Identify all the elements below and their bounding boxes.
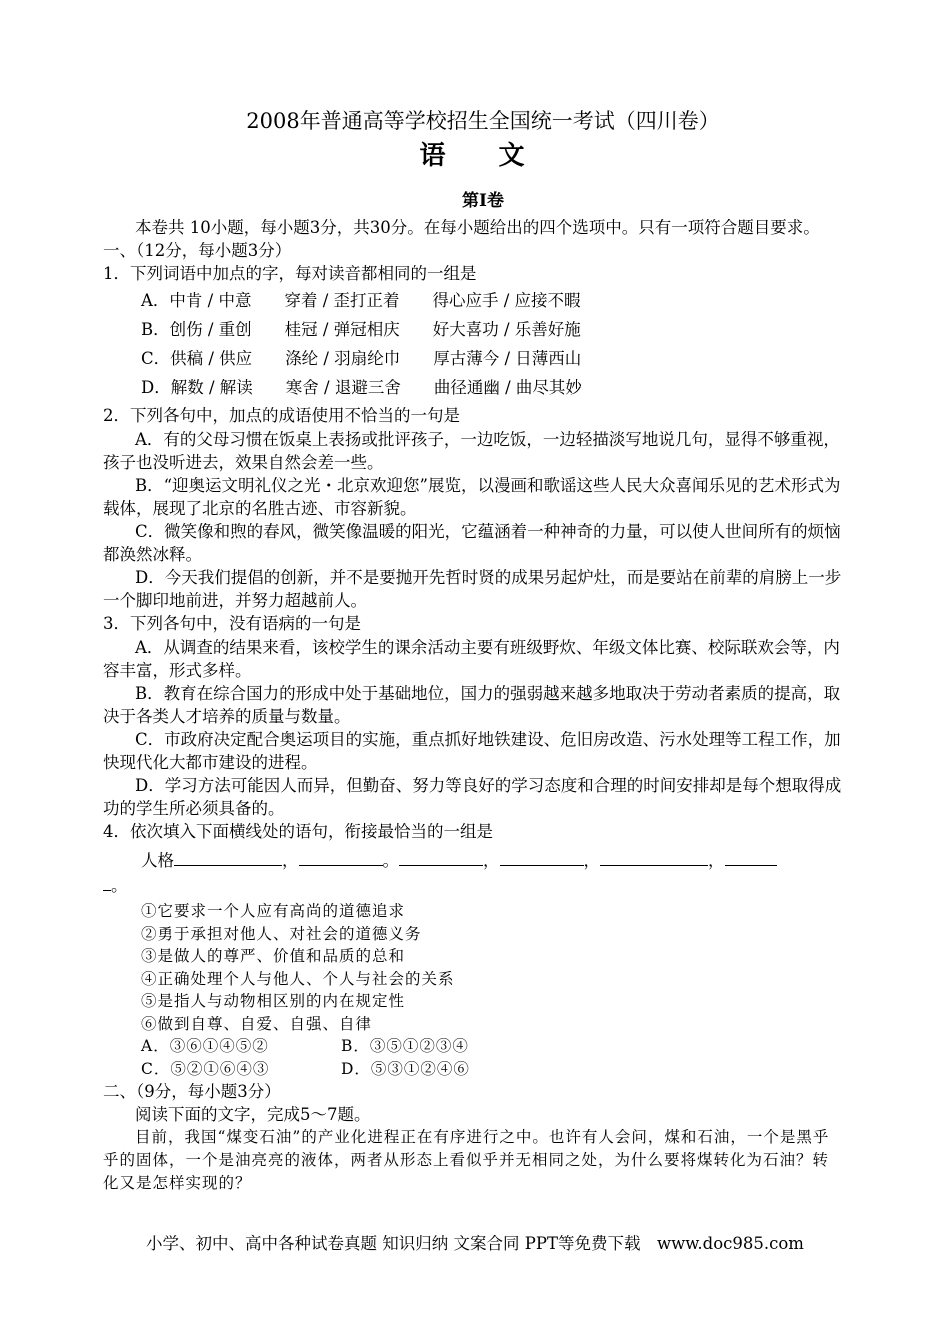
q1-option-d: D．解数 / 解读 寒舍 / 退避三舍 曲径通幽 / 曲尽其妙 — [141, 378, 582, 397]
section2-instruction: 阅读下面的文字，完成5～7题。 — [135, 1105, 371, 1124]
fill-blank-1 — [174, 849, 282, 866]
footer-download-notice: 小学、初中、高中各种试卷真题 知识归纳 文案合同 PPT等免费下载 www.doc985.com — [146, 1234, 804, 1253]
q3-option-d: D．学习方法可能因人而异，但勤奋、努力等良好的学习态度和合理的时间安排却是每个想取得成功的学生所必须具备的。 — [103, 776, 842, 818]
q4-statement-1: ①它要求一个人应有高尚的道德追求 — [141, 902, 406, 920]
fill-blank-2 — [299, 849, 383, 866]
fill-start: 人格 — [141, 851, 174, 870]
fill-blank-4 — [500, 849, 584, 866]
fill-sep-2: 。 — [382, 851, 399, 870]
section2-heading: 二、（9分，每小题3分） — [103, 1082, 281, 1101]
q4-statement-3: ③是做人的尊严、价值和品质的总和 — [141, 947, 406, 965]
q1-option-c: C．供稿 / 供应 涤纶 / 羽扇纶巾 厚古薄今 / 日薄西山 — [141, 349, 582, 368]
fill-sep-3: ， — [483, 851, 500, 870]
q3-option-a: A．从调查的结果来看，该校学生的课余活动主要有班级野炊、年级文体比赛、校际联欢会等，内容丰富，形式多样。 — [103, 638, 840, 680]
fill-sep-5: ， — [708, 851, 725, 870]
q3-option-b: B．教育在综合国力的形成中处于基础地位，国力的强弱越来越多地取决于劳动者素质的提高，取决于各类人才培养的质量与数量。 — [103, 684, 841, 726]
q4-statement-4: ④正确处理个人与他人、个人与社会的关系 — [141, 969, 455, 988]
q1-option-b: B．创伤 / 重创 桂冠 / 弹冠相庆 好大喜功 / 乐善好施 — [141, 320, 581, 339]
q3-stem: 3．下列各句中，没有语病的一句是 — [103, 614, 361, 633]
fill-blank-6 — [725, 849, 777, 866]
q2-option-a: A．有的父母习惯在饭桌上表扬或批评孩子，一边吃饭，一边轻描淡写地说几句，显得不够重视，孩子也没听进去，效果自然会差一些。 — [103, 430, 840, 472]
q4-fill-end — [103, 874, 843, 896]
q1-stem: 1．下列词语中加点的字，每对读音都相同的一组是 — [103, 264, 477, 283]
subject-title: 语 文 — [419, 141, 547, 171]
reading-passage: 目前，我国“煤变石油”的产业化进程正在有序进行之中。也许有人会问，煤和石油，一个是黑乎乎的固体，一个是油亮亮的液体，两者从形态上看似乎并无相同之处，为什么要将煤转化为石油？转化又是怎样实现的？ — [103, 1128, 830, 1192]
fill-sep-1: ， — [282, 851, 299, 870]
fill-end: 。 — [111, 876, 128, 895]
q4-choice-b: B．③⑤①②③④ — [341, 1037, 469, 1055]
q4-stem: 4．依次填入下面横线处的语句，衔接最恰当的一组是 — [103, 822, 493, 841]
section1-heading: 一、（12分，每小题3分） — [103, 241, 292, 260]
q4-choice-d: D．⑤③①②④⑥ — [341, 1059, 470, 1078]
fill-blank-6-tail — [103, 874, 111, 891]
q3-option-c: C．市政府决定配合奥运项目的实施，重点抓好地铁建设、危旧房改造、污水处理等工程工作，加快现代化大都市建设的进程。 — [103, 730, 841, 772]
q2-option-b: B．“迎奥运文明礼仪之光・北京欢迎您”展览，以漫画和歌谣这些人民大众喜闻乐见的艺术形式为载体，展现了北京的名胜古迹、市容新貌。 — [103, 476, 841, 518]
volume-title: 第Ⅰ卷 — [462, 191, 504, 211]
q2-option-c: C．微笑像和煦的春风，微笑像温暖的阳光，它蕴涵着一种神奇的力量，可以使人世间所有的烦恼都涣然冰释。 — [103, 522, 841, 564]
fill-blank-5 — [600, 849, 708, 866]
q2-option-d: D．今天我们提倡的创新，并不是要抛开先哲时贤的成果另起炉灶，而是要站在前辈的肩膀上一步一个脚印地前进，并努力超越前人。 — [103, 568, 842, 610]
fill-sep-4: ， — [583, 851, 600, 870]
q4-choices-cd — [103, 1058, 843, 1081]
intro-text: 本卷共 10小题，每小题3分，共30分。在每小题给出的四个选项中。只有一项符合题目要求。 — [135, 218, 820, 237]
q4-choice-a: A．③⑥①④⑤② — [141, 1037, 269, 1055]
exam-title: 2008年普通高等学校招生全国统一考试（四川卷） — [246, 109, 720, 133]
q4-fill-line — [103, 848, 843, 874]
exam-page — [103, 104, 843, 1195]
q4-choice-c: C．⑤②①⑥④③ — [141, 1059, 270, 1078]
fill-blank-3 — [399, 849, 483, 866]
q4-statement-5: ⑤是指人与动物相区别的内在规定性 — [141, 992, 406, 1010]
q4-statement-2: ②勇于承担对他人、对社会的道德义务 — [141, 924, 422, 943]
q2-stem: 2．下列各句中，加点的成语使用不恰当的一句是 — [103, 406, 460, 425]
q4-statement-6: ⑥做到自尊、自爱、自强、自律 — [141, 1014, 373, 1033]
q4-choices-ab — [103, 1035, 843, 1058]
q1-option-a: A．中肯 / 中意 穿着 / 歪打正着 得心应手 / 应接不暇 — [141, 291, 581, 310]
